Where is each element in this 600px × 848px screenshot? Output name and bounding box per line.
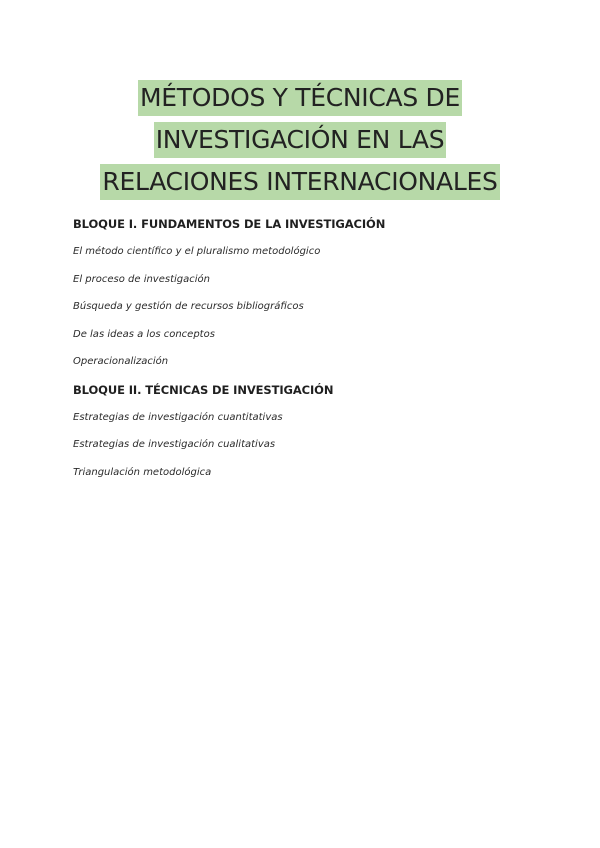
title-line-2 xyxy=(0,122,600,164)
title-line-text: INVESTIGACIÓN EN LAS xyxy=(154,122,447,158)
topic-item: El proceso de investigación xyxy=(73,273,210,285)
topic-item: El método científico y el pluralismo metodológico xyxy=(73,246,321,257)
title-line-text: MÉTODOS Y TÉCNICAS DE xyxy=(138,80,462,116)
syllabus-content xyxy=(73,214,543,490)
page-title xyxy=(0,80,600,206)
topic-item: Búsqueda y gestión de recursos bibliográficos xyxy=(73,301,304,312)
title-line-1 xyxy=(0,80,600,122)
title-line-3 xyxy=(0,164,600,206)
section-heading-bloque-2: BLOQUE II. TÉCNICAS DE INVESTIGACIÓN xyxy=(73,382,334,397)
topic-item: Estrategias de investigación cuantitativas xyxy=(73,411,283,423)
topic-item: De las ideas a los conceptos xyxy=(73,328,215,340)
topic-item: Estrategias de investigación cualitativas xyxy=(73,439,276,450)
topic-item: Operacionalización xyxy=(73,356,169,367)
title-line-text: RELACIONES INTERNACIONALES xyxy=(100,164,499,200)
section-heading-bloque-1: BLOQUE I. FUNDAMENTOS DE LA INVESTIGACIÓN xyxy=(73,217,386,231)
topic-item: Triangulación metodológica xyxy=(73,466,212,478)
